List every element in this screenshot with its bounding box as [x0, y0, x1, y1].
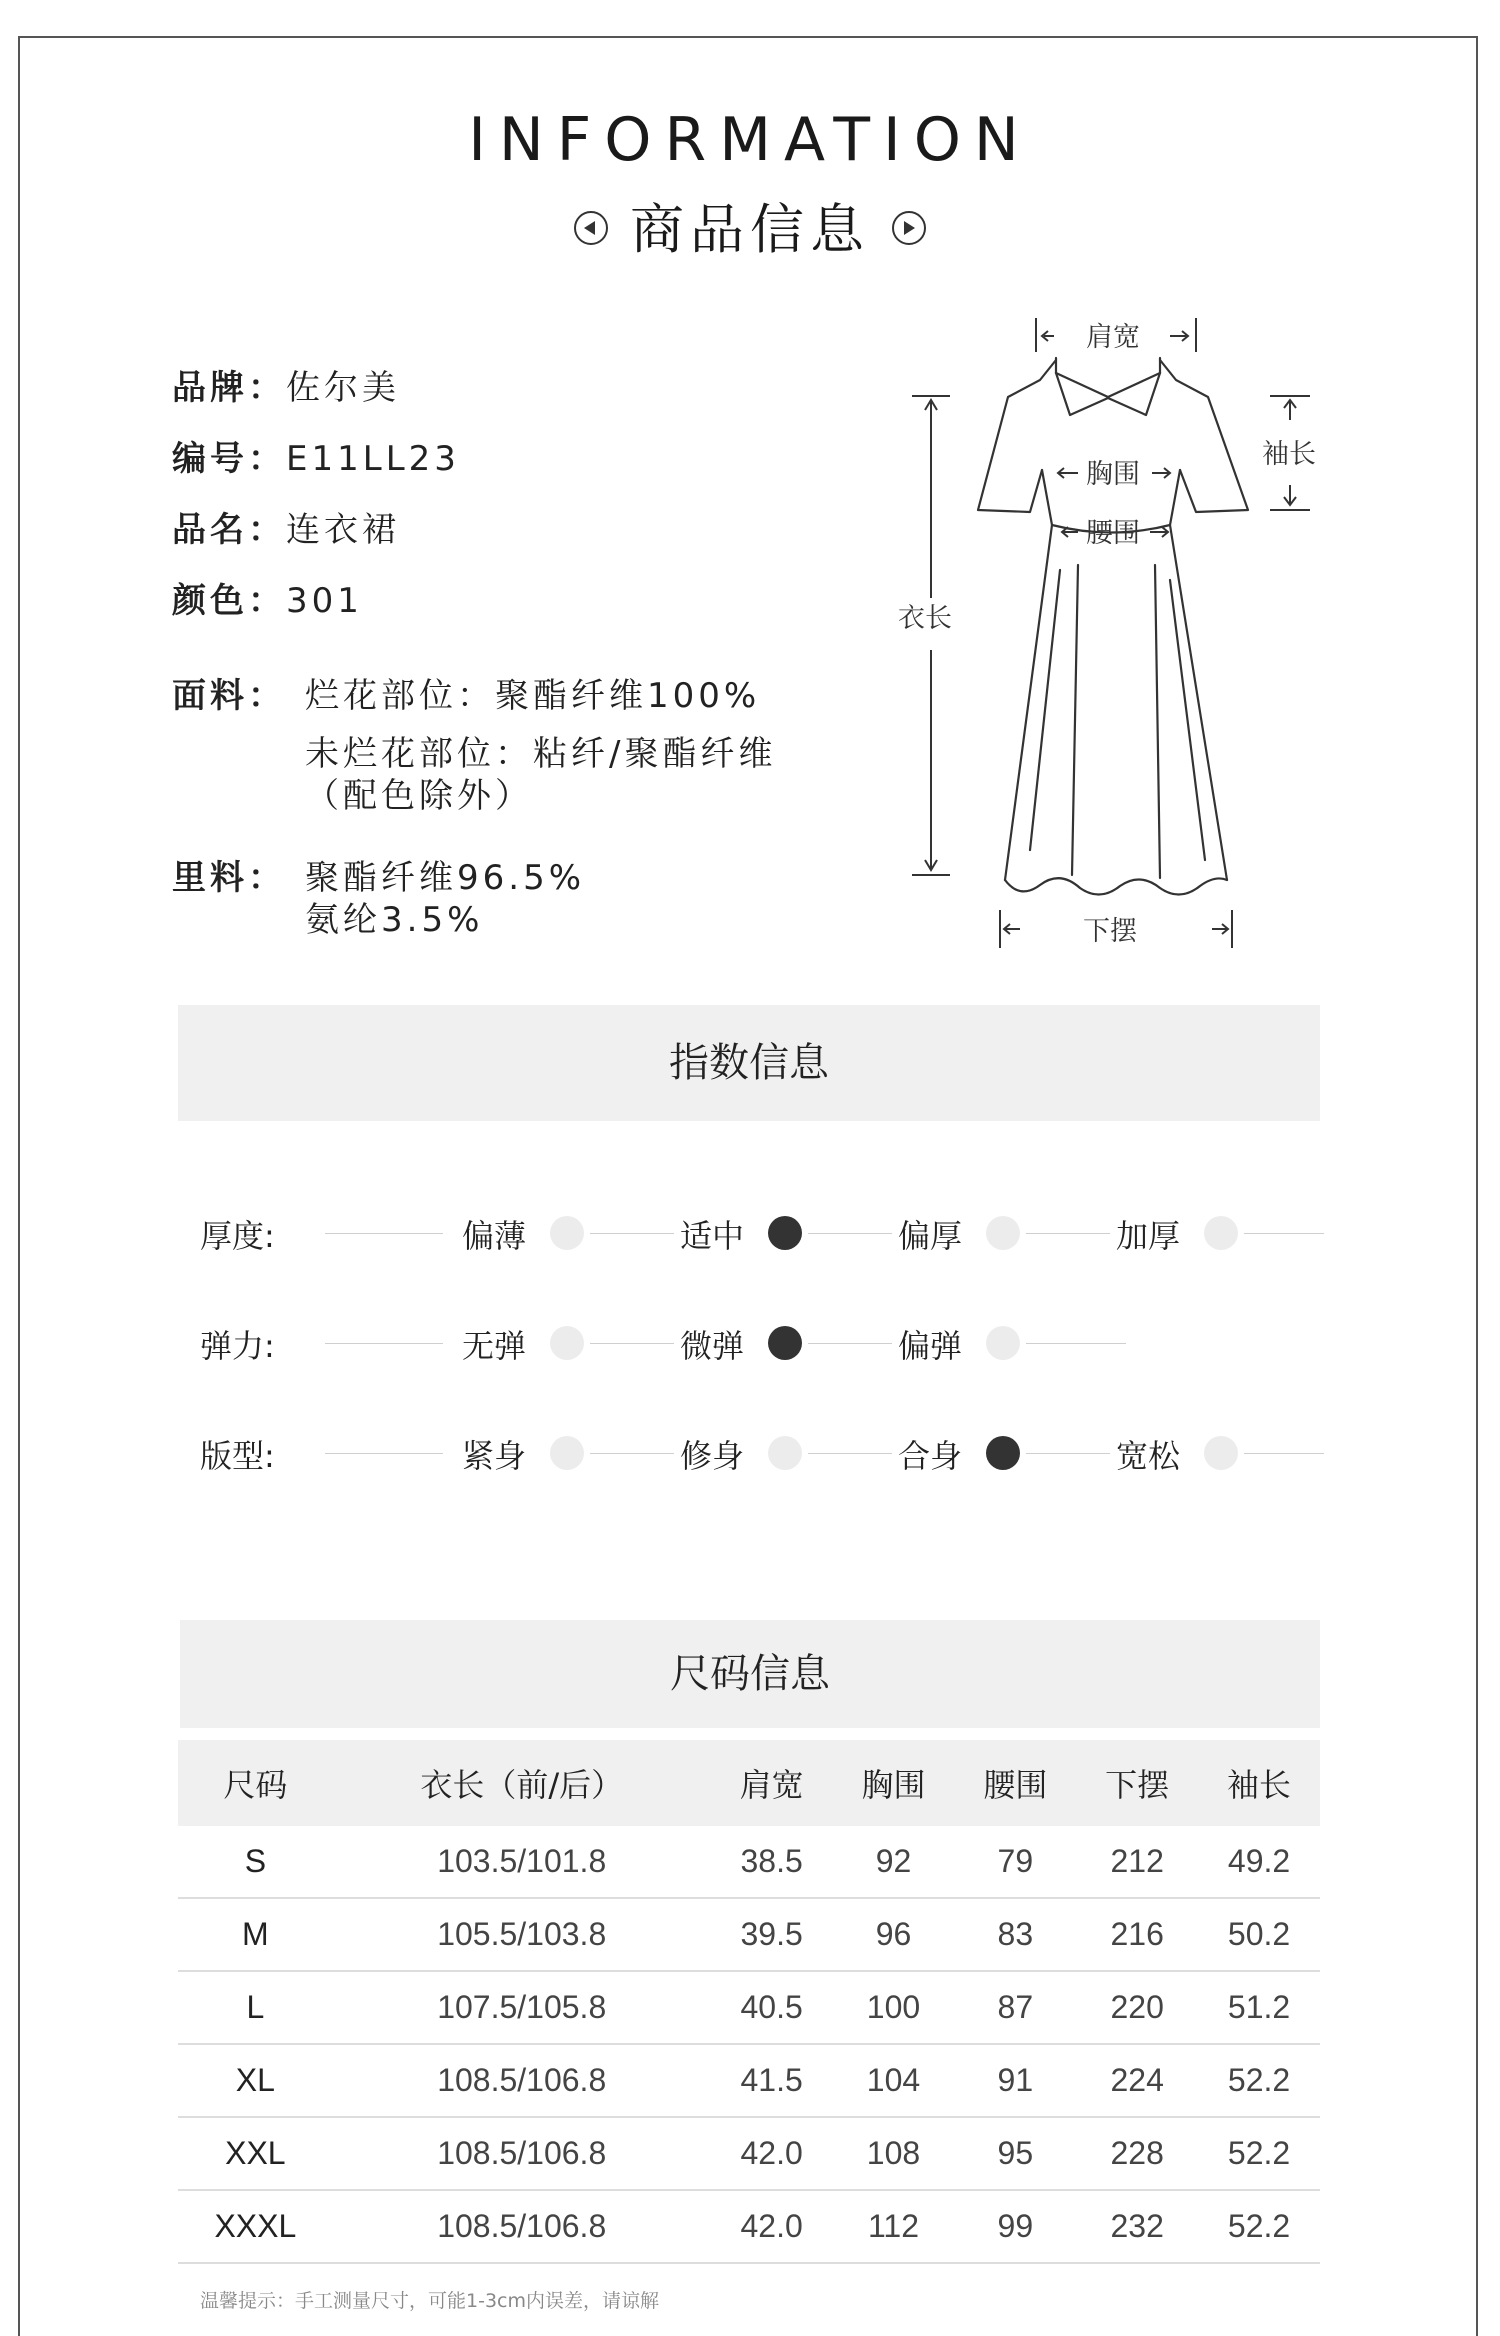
- measure-cell: 108.5/106.8: [333, 2117, 711, 2190]
- table-row: [178, 1898, 1320, 1971]
- measure-cell: 52.2: [1198, 2190, 1320, 2263]
- index-option-label: 适中: [680, 1217, 745, 1255]
- index-option-dot-selected: [986, 1436, 1020, 1470]
- index-option-dot: [550, 1326, 584, 1360]
- size-section-title: 尺码信息: [670, 1651, 830, 1697]
- measure-cell: 108: [833, 2117, 955, 2190]
- measure-cell: 232: [1076, 2190, 1198, 2263]
- measure-cell: 42.0: [711, 2117, 833, 2190]
- measure-cell: 99: [954, 2190, 1076, 2263]
- info-name: [172, 508, 400, 552]
- fabric-line3: （配色除外）: [305, 776, 533, 816]
- measure-cell: 216: [1076, 1898, 1198, 1971]
- index-connector-line: [325, 1453, 443, 1454]
- index-option-label: 微弹: [680, 1327, 745, 1365]
- fabric-line1: 烂花部位：聚酯纤维100%: [305, 676, 761, 716]
- size-table-body: [178, 1826, 1320, 2263]
- index-connector-line: [808, 1343, 892, 1344]
- index-connector-line: [590, 1233, 674, 1234]
- table-row: [178, 2117, 1320, 2190]
- index-row-label: 厚度:: [200, 1217, 275, 1255]
- measure-cell: 100: [833, 1971, 955, 2044]
- measure-cell: 95: [954, 2117, 1076, 2190]
- color-label: 颜色：: [172, 581, 286, 621]
- index-option-label: 修身: [680, 1437, 745, 1475]
- info-code: [172, 437, 460, 481]
- index-row-label: 弹力:: [200, 1327, 275, 1365]
- measure-cell: 50.2: [1198, 1898, 1320, 1971]
- measure-cell: 83: [954, 1898, 1076, 1971]
- index-option-label: 合身: [898, 1437, 963, 1475]
- index-connector-line: [590, 1343, 674, 1344]
- size-table-header-cell: 衣长（前/后）: [333, 1740, 711, 1826]
- size-table-header: [178, 1740, 1320, 1826]
- index-option-dot: [550, 1216, 584, 1250]
- size-table-header-cell: 下摆: [1076, 1740, 1198, 1826]
- index-option-label: 偏弹: [898, 1327, 963, 1365]
- measure-cell: 212: [1076, 1826, 1198, 1898]
- size-table-header-cell: 肩宽: [711, 1740, 833, 1826]
- brand-value: 佐尔美: [286, 368, 400, 408]
- measure-cell: 52.2: [1198, 2044, 1320, 2117]
- measure-cell: 42.0: [711, 2190, 833, 2263]
- measure-cell: 105.5/103.8: [333, 1898, 711, 1971]
- info-lining: [172, 856, 772, 956]
- measure-cell: 91: [954, 2044, 1076, 2117]
- fabric-line2: 未烂花部位：粘纤/聚酯纤维: [305, 734, 777, 774]
- name-label: 品名：: [172, 510, 286, 550]
- info-color: [172, 579, 363, 623]
- index-option-dot: [768, 1436, 802, 1470]
- index-connector-line: [1026, 1233, 1110, 1234]
- dress-diagram: [880, 300, 1320, 960]
- code-value: E11LL23: [286, 439, 460, 479]
- index-connector-line: [1026, 1453, 1110, 1454]
- measure-cell: 107.5/105.8: [333, 1971, 711, 2044]
- index-connector-line: [1244, 1453, 1324, 1454]
- measure-cell: 52.2: [1198, 2117, 1320, 2190]
- index-option-dot-selected: [768, 1216, 802, 1250]
- index-option-label: 偏薄: [462, 1217, 527, 1255]
- index-option-label: 偏厚: [898, 1217, 963, 1255]
- measure-cell: 108.5/106.8: [333, 2044, 711, 2117]
- index-option-label: 紧身: [462, 1437, 527, 1475]
- index-connector-line: [808, 1453, 892, 1454]
- index-connector-line: [325, 1343, 443, 1344]
- diagram-hem-label: 下摆: [1083, 916, 1137, 947]
- info-brand: [172, 366, 400, 410]
- index-option-label: 宽松: [1116, 1437, 1181, 1475]
- size-cell: M: [178, 1898, 333, 1971]
- diagram-chest-label: 胸围: [1086, 459, 1140, 490]
- size-table-header-cell: 腰围: [954, 1740, 1076, 1826]
- size-cell: XL: [178, 2044, 333, 2117]
- measure-cell: 87: [954, 1971, 1076, 2044]
- index-row-label: 版型:: [200, 1437, 275, 1475]
- code-label: 编号：: [172, 439, 286, 479]
- size-cell: XXXL: [178, 2190, 333, 2263]
- size-cell: XXL: [178, 2117, 333, 2190]
- size-table-header-cell: 胸围: [833, 1740, 955, 1826]
- index-option-label: 无弹: [462, 1327, 527, 1365]
- index-section-header: [178, 1005, 1320, 1121]
- measure-cell: 104: [833, 2044, 955, 2117]
- color-value: 301: [286, 581, 363, 621]
- diagram-waist-label: 腰围: [1086, 518, 1140, 549]
- measure-cell: 108.5/106.8: [333, 2190, 711, 2263]
- index-option-dot: [1204, 1436, 1238, 1470]
- size-section-header: [180, 1620, 1320, 1728]
- measure-cell: 224: [1076, 2044, 1198, 2117]
- measure-cell: 220: [1076, 1971, 1198, 2044]
- measure-cell: 51.2: [1198, 1971, 1320, 2044]
- measure-cell: 49.2: [1198, 1826, 1320, 1898]
- table-row: [178, 1971, 1320, 2044]
- lining-line2: 氨纶3.5%: [305, 900, 484, 940]
- left-arrow-icon: [574, 211, 608, 245]
- measure-cell: 40.5: [711, 1971, 833, 2044]
- index-option-dot: [550, 1436, 584, 1470]
- diagram-shoulder-label: 肩宽: [1086, 322, 1140, 353]
- title-cn: 商品信息: [630, 198, 870, 261]
- title-en: INFORMATION: [468, 105, 1032, 175]
- size-table: [178, 1740, 1320, 2264]
- size-table-header-cell: 尺码: [178, 1740, 333, 1826]
- diagram-sleeve-label: 袖长: [1262, 439, 1316, 470]
- table-row: [178, 2044, 1320, 2117]
- fabric-label: 面料：: [172, 676, 286, 716]
- table-row: [178, 1826, 1320, 1898]
- size-cell: L: [178, 1971, 333, 2044]
- name-value: 连衣裙: [286, 510, 400, 550]
- measure-cell: 96: [833, 1898, 955, 1971]
- size-cell: S: [178, 1826, 333, 1898]
- measure-cell: 38.5: [711, 1826, 833, 1898]
- measure-cell: 41.5: [711, 2044, 833, 2117]
- index-option-dot: [986, 1326, 1020, 1360]
- index-option-label: 加厚: [1116, 1217, 1181, 1255]
- measure-cell: 103.5/101.8: [333, 1826, 711, 1898]
- index-option-dot: [986, 1216, 1020, 1250]
- title-cn-wrap: [0, 195, 1500, 265]
- index-connector-line: [1026, 1343, 1126, 1344]
- index-connector-line: [808, 1233, 892, 1234]
- table-row: [178, 2190, 1320, 2263]
- size-table-header-cell: 袖长: [1198, 1740, 1320, 1826]
- measure-cell: 39.5: [711, 1898, 833, 1971]
- measure-cell: 112: [833, 2190, 955, 2263]
- info-fabric: [172, 674, 872, 814]
- measure-cell: 228: [1076, 2117, 1198, 2190]
- right-arrow-icon: [892, 211, 926, 245]
- lining-label: 里料：: [172, 858, 286, 898]
- index-option-dot: [1204, 1216, 1238, 1250]
- index-connector-line: [325, 1233, 443, 1234]
- index-option-dot-selected: [768, 1326, 802, 1360]
- index-connector-line: [1244, 1233, 1324, 1234]
- index-connector-line: [590, 1453, 674, 1454]
- diagram-length-label: 衣长: [898, 603, 952, 634]
- lining-line1: 聚酯纤维96.5%: [305, 858, 586, 898]
- size-note: 温馨提示：手工测量尺寸，可能1-3cm内误差，请谅解: [200, 2290, 659, 2312]
- brand-label: 品牌：: [172, 368, 286, 408]
- measure-cell: 79: [954, 1826, 1076, 1898]
- index-section-title: 指数信息: [669, 1040, 829, 1086]
- measure-cell: 92: [833, 1826, 955, 1898]
